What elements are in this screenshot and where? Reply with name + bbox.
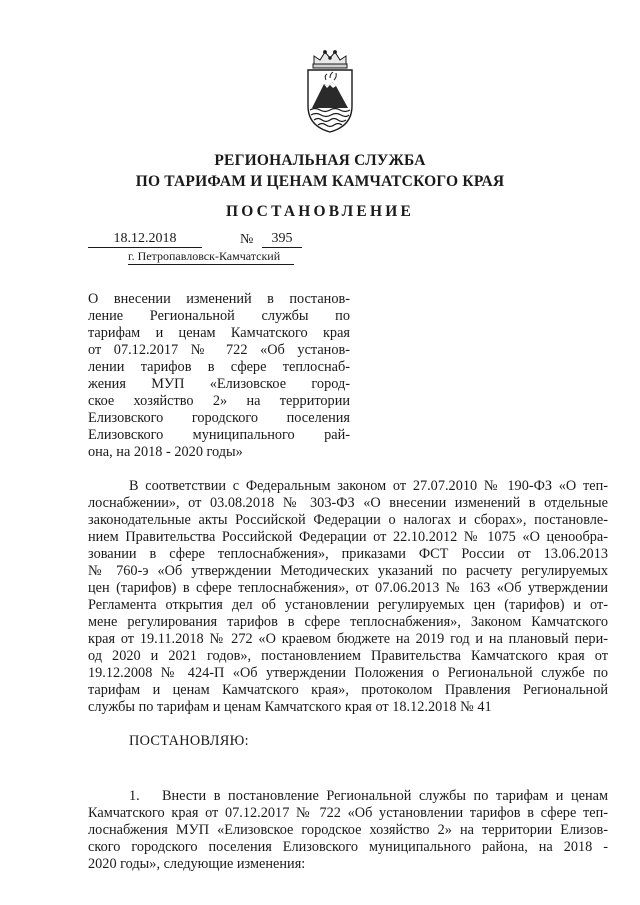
subject-line: лении тарифов в сфере теплоснаб- bbox=[88, 359, 350, 375]
preamble-line: законодательные акты Российской Федерации о налогах и сборах», постановле- bbox=[88, 512, 608, 528]
organization-title-line-2: ПО ТАРИФАМ И ЦЕНАМ КАМЧАТСКОГО КРАЯ bbox=[135, 173, 505, 190]
subject-line: жения МУП «Елизовское город- bbox=[88, 376, 350, 392]
subject-line: Елизовского муниципального рай- bbox=[88, 427, 350, 443]
coat-of-arms-emblem bbox=[300, 48, 360, 134]
item-line: ского городского поселения Елизовского муниципального района, на 2018 - bbox=[88, 839, 608, 855]
preamble-line: В соответствии с Федеральным законом от 27.07.2010 № 190-ФЗ «О теп- bbox=[129, 478, 608, 494]
number-sign: № bbox=[240, 232, 254, 247]
item-line: Камчатского края от 07.12.2017 № 722 «Об установлении тарифов в сфере теп- bbox=[88, 805, 608, 821]
subject-line: О внесении изменений в постанов- bbox=[88, 291, 350, 307]
preamble-line: 19.12.2008 № 424-П «Об утверждении Положения о Региональной службе по bbox=[88, 665, 608, 681]
preamble-line: края от 19.11.2018 № 272 «О краевом бюджете на 2019 год и на плановый пери- bbox=[88, 631, 608, 647]
subject-line: от 07.12.2017 № 722 «Об установ- bbox=[88, 342, 350, 358]
preamble-line: цен (тарифов) в сфере теплоснабжения», от 07.06.2013 № 163 «Об утверждении bbox=[88, 580, 608, 596]
item-number: 1. bbox=[129, 788, 140, 804]
subject-line: тарифам и ценам Камчатского края bbox=[88, 325, 350, 341]
preamble-line: од 2020 и 2021 годов», постановлением Правительства Камчатского края от bbox=[88, 648, 608, 664]
subject-line: ление Региональной службы по bbox=[88, 308, 350, 324]
decree-word: ПОСТАНОВЛЯЮ: bbox=[129, 733, 249, 749]
preamble-line: Регламента открытия дел об установлении регулируемых цен (тарифов) и от- bbox=[88, 597, 608, 613]
document-number: 395 bbox=[262, 230, 302, 248]
preamble-line: нием Правительства Российской Федерации от 22.10.2012 № 1075 «О ценообра- bbox=[88, 529, 608, 545]
document-type-title: ПОСТАНОВЛЕНИЕ bbox=[225, 203, 415, 220]
document-date: 18.12.2018 bbox=[88, 230, 202, 248]
preamble-line: службы по тарифам и ценам Камчатского края от 18.12.2018 № 41 bbox=[88, 699, 492, 715]
preamble-line: мене регулирования тарифов в сфере теплоснабжения», Законом Камчатского bbox=[88, 614, 608, 630]
preamble-line: лоснабжении», от 03.08.2018 № 303-ФЗ «О внесении изменений в отдельные bbox=[88, 495, 608, 511]
preamble-line: тарифам и ценам Камчатского края», протоколом Правления Региональной bbox=[88, 682, 608, 698]
subject-line: Елизовского городского поселения bbox=[88, 410, 350, 426]
organization-title-line-1: РЕГИОНАЛЬНАЯ СЛУЖБА bbox=[214, 152, 426, 169]
preamble-line: зовании в сфере теплоснабжения», приказами ФСТ России от 13.06.2013 bbox=[88, 546, 608, 562]
item-line: лоснабжения МУП «Елизовское городское хозяйство 2» на территории Елизов- bbox=[88, 822, 608, 838]
subject-line: ское хозяйство 2» на территории bbox=[88, 393, 350, 409]
shield-icon bbox=[308, 70, 352, 132]
crown-icon bbox=[313, 51, 347, 68]
subject-line: она, на 2018 - 2020 годы» bbox=[88, 444, 243, 460]
item-line: 2020 годы», следующие изменения: bbox=[88, 856, 306, 872]
document-city: г. Петропавловск-Камчатский bbox=[128, 249, 294, 265]
item-line: Внести в постановление Региональной службы по тарифам и ценам bbox=[162, 788, 608, 804]
preamble-line: № 760-э «Об утверждении Методических указаний по расчету регулируемых bbox=[88, 563, 608, 579]
